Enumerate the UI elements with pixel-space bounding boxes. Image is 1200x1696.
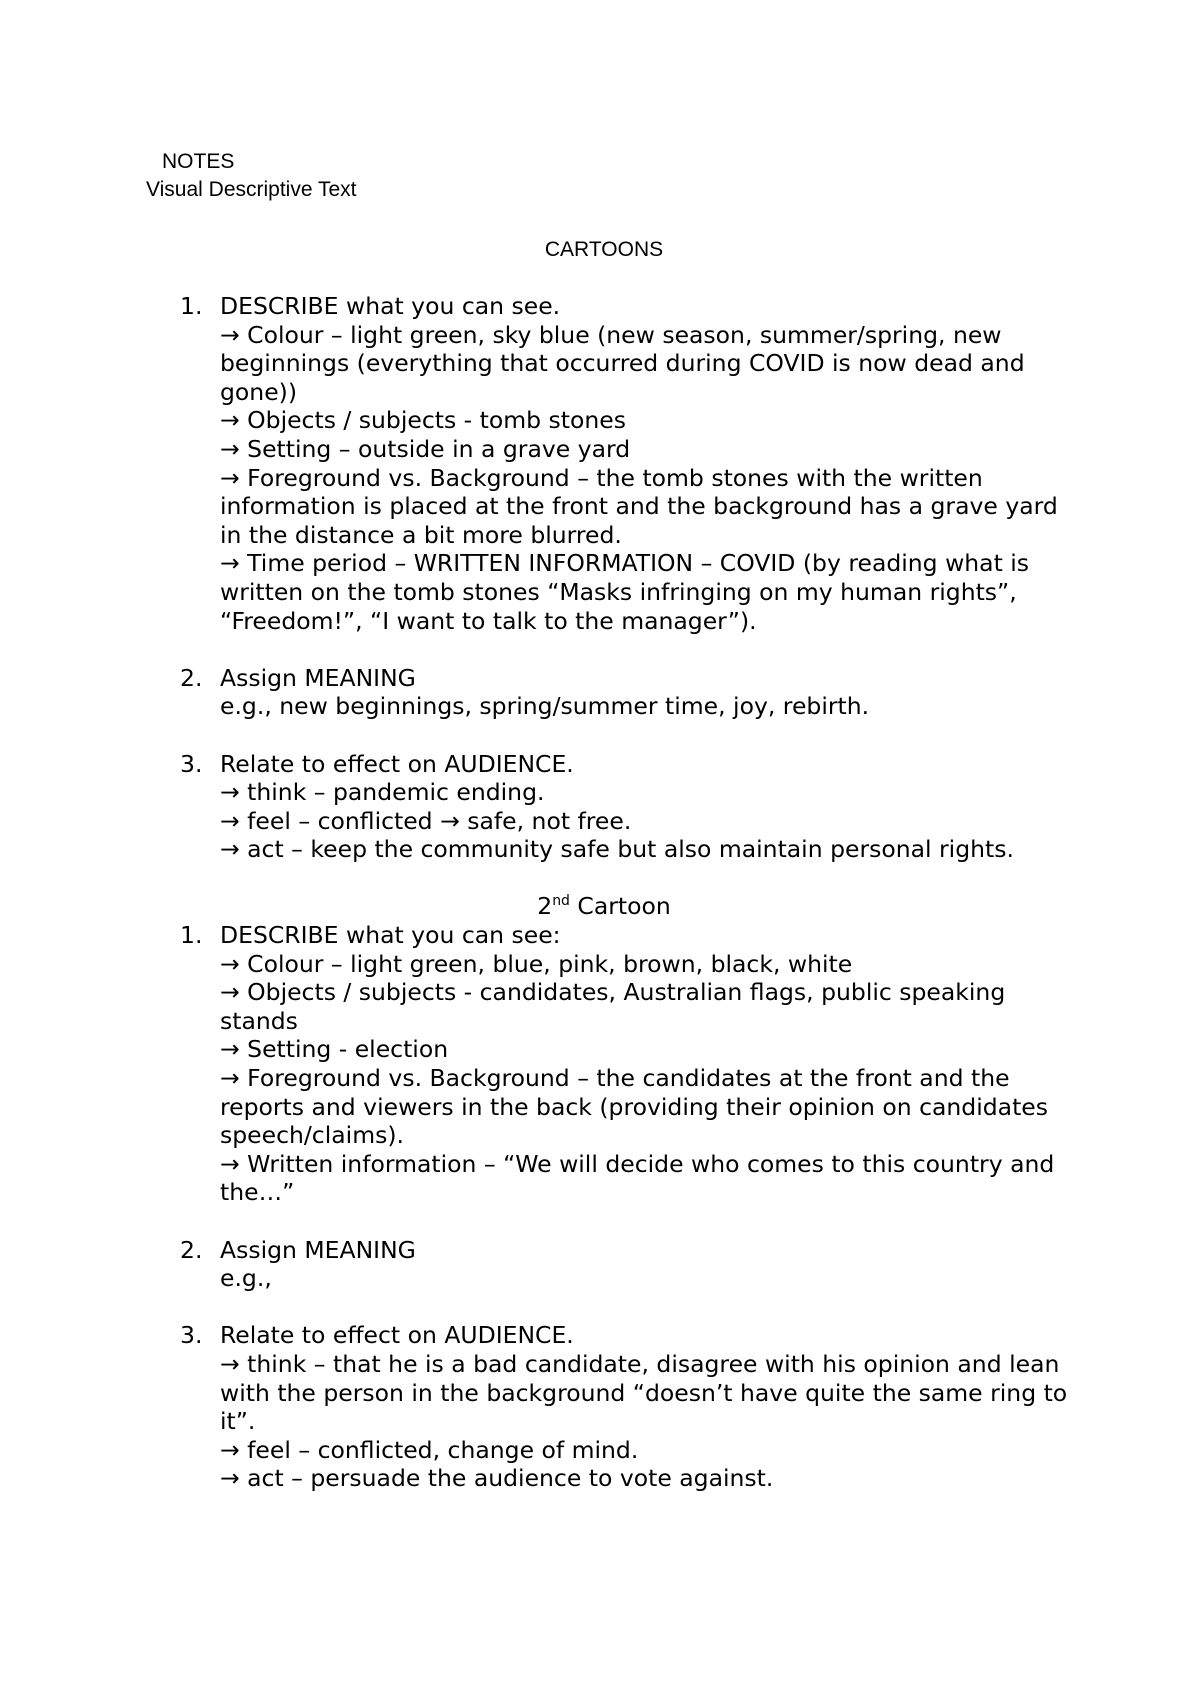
cartoon1-meaning-item xyxy=(0,664,1070,721)
list-line-colour: → Colour – light green, sky blue (new season, summer/spring, new beginnings (everything that occurred during COVID is now dead and gone)) xyxy=(220,320,1025,406)
item-heading: Assign MEANING xyxy=(220,663,416,692)
heading-ordinal-suffix: nd xyxy=(552,893,570,910)
list-line-feel: → feel – conflicted → safe, not free. xyxy=(220,806,632,835)
list-line-colour: → Colour – light green, blue, pink, brown, black, white xyxy=(220,949,853,978)
cartoon2-describe-item xyxy=(0,921,1070,1207)
list-line-act: → act – persuade the audience to vote against. xyxy=(220,1464,774,1493)
list-number: 3. xyxy=(180,1321,203,1350)
list-number: 1. xyxy=(180,292,203,320)
item-heading: DESCRIBE what you can see: xyxy=(220,921,561,950)
list-line-feel: → feel – conflicted, change of mind. xyxy=(220,1435,639,1464)
item-heading: Relate to effect on AUDIENCE. xyxy=(220,749,574,778)
list-line-think: → think – that he is a bad candidate, disagree with his opinion and lean with the person in the background “doesn’t have quite the same ring to it”. xyxy=(220,1349,1068,1436)
notes-body xyxy=(0,292,1200,1493)
heading-text: Cartoon xyxy=(569,892,671,921)
list-line-foreground: → Foreground vs. Background – the tomb stones with the written information is placed at the front and the background has a grave yard in the distance a bit more blurred. xyxy=(220,463,1058,549)
notes-label: NOTES xyxy=(162,150,235,173)
cartoon1-describe-item xyxy=(0,292,1070,635)
list-line-objects: → Objects / subjects - candidates, Australian flags, public speaking stands xyxy=(220,978,1006,1035)
cartoon2-audience-item xyxy=(0,1321,1070,1493)
item-heading: DESCRIBE what you can see. xyxy=(220,292,561,320)
list-number: 3. xyxy=(180,749,203,778)
list-number: 2. xyxy=(180,663,203,692)
document-subtitle: Visual Descriptive Text xyxy=(146,178,357,201)
cartoon2-meaning-item xyxy=(0,1236,1070,1293)
item-heading: Relate to effect on AUDIENCE. xyxy=(220,1321,574,1350)
list-line-setting: → Setting – outside in a grave yard xyxy=(220,434,631,463)
list-line-foreground: → Foreground vs. Background – the candidates at the front and the reports and viewers in the back (providing their opinion on candidates speech/claims). xyxy=(220,1064,1048,1150)
section-title-cartoons: CARTOONS xyxy=(544,238,664,261)
list-line-setting: → Setting - election xyxy=(220,1035,449,1064)
list-line-meaning: e.g., xyxy=(220,1264,272,1293)
list-line-meaning: e.g., new beginnings, spring/summer time, joy, rebirth. xyxy=(220,692,870,721)
list-line-time-period: → Time period – WRITTEN INFORMATION – COVID (by reading what is written on the tomb stones “Masks infringing on my human rights”, “Freedom!”, “I want to talk to the manager”). xyxy=(220,549,1030,635)
second-cartoon-heading xyxy=(0,892,1200,921)
list-line-think: → think – pandemic ending. xyxy=(220,778,545,807)
list-line-act: → act – keep the community safe but also maintain personal rights. xyxy=(220,835,1014,864)
heading-number: 2 xyxy=(537,892,553,921)
cartoon1-audience-item xyxy=(0,750,1070,864)
item-heading: Assign MEANING xyxy=(220,1235,416,1264)
list-number: 1. xyxy=(180,921,203,950)
list-line-objects: → Objects / subjects - tomb stones xyxy=(220,406,626,435)
list-line-written-info: → Written information – “We will decide who comes to this country and the…” xyxy=(220,1149,1055,1207)
list-number: 2. xyxy=(180,1235,203,1264)
